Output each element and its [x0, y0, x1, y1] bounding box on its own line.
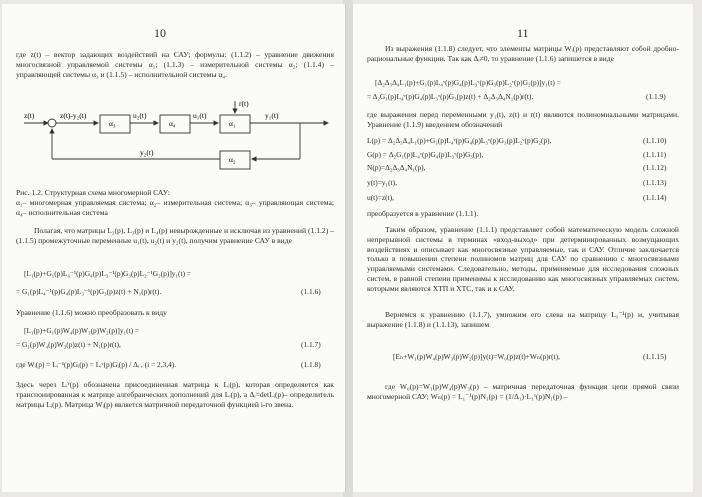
equation-1-line-2: = G₁(p)L₄⁻¹(p)G₄(p)L₃⁻¹(p)G₃(p)z(t) + N₁(p)r(t). [16, 287, 162, 296]
figure-caption-legend: α₁– многомерная управляемая система; α₂– измерительная система; α₃– управляющая система; α₄– исполнительная система [16, 198, 334, 217]
label-u1: u₁(t) [193, 111, 207, 120]
label-a1: α₁ [229, 119, 236, 128]
equation-2-line-1: [L₁(p)+G₁(p)W₄(p)W₃(p)W₂(p)]y₁(t) = [24, 326, 140, 335]
definition-4-number: (1.1.13) [643, 178, 667, 187]
definition-1-number: (1.1.10) [643, 136, 667, 145]
paragraph-2: Уравнение (1.1.6) можно преобразовать к виду [16, 308, 167, 317]
paragraph-6: где W₀(p)=W₁(p)W₄(p)W₃(p) – матричная передаточная функция цепи прямой связи многомерной САУ; Wₙ(p) = L₁⁻¹(p)N₁(p) = (1/Δ₁)·L₁ᵛ(p)N₁(p) – [367, 382, 679, 401]
definition-3-number: (1.1.12) [643, 163, 667, 172]
equation-9-line-2: = Δ₂G₁(p)L₄ᵛ(p)G₄(p)L₃ᵛ(p)G₃(p)z(t) + Δ₂Δ₃Δ₄N₁(p)r(t), [367, 92, 534, 101]
left-page [2, 4, 346, 492]
label-y1: y₁(t) [265, 111, 279, 120]
right-page [353, 4, 693, 492]
label-error: z(t)-y₂(t) [60, 111, 87, 120]
equation-9-line-1: [Δ₂Δ₃Δ₄L₁(p)+G₁(p)L₄ᵛ(p)G₄(p)L₃ᵛ(p)G₃(p)L₂ᵛ(p)G₂(p)]y₁(t) = [375, 78, 561, 87]
intro-paragraph: где z(t) – вектор задающих воздействий на САУ; формулы: (1.1.2) – уравнение движения многосвязной управляемой системы α₁; (1.1.3) – измерительной системы α₂; (1.1.4) – управляющей системы α₃ и (1.1.5) – исполнительной системы α₄. [16, 50, 334, 79]
equation-1-line-1: [L₁(p)+G₁(p)L₄⁻¹(p)G₄(p)L₃⁻¹(p)G₃(p)L₂⁻¹G₂(p)]y₁(t) = [24, 269, 192, 278]
block-diagram [20, 101, 338, 179]
definition-5-number: (1.1.14) [643, 193, 667, 202]
equation-3-number: (1.1.8) [301, 360, 321, 369]
equation-9-number: (1.1.9) [646, 92, 666, 101]
equation-2-number: (1.1.7) [301, 340, 321, 349]
paragraph-2: где выражения перед переменными y₁(t), z(t) и r(t) являются полиномиальными матрицами. Уравнение (1.1.9) введением обозначений [367, 110, 679, 129]
definition-4: y(t)=y₁(t), [367, 178, 397, 187]
label-u2: u₂(t) [133, 111, 147, 120]
definition-2-number: (1.1.11) [643, 150, 667, 159]
label-r: r(t) [239, 101, 249, 108]
label-a4: α₄ [169, 119, 176, 128]
definition-2: G(p) = Δ₂G₁(p)L₄ᵛ(p)G₄(p)L₃ᵛ(p)G₃(p), [367, 150, 484, 159]
paragraph-4: Таким образом, уравнение (1.1.1) представляет собой математическую модель сложной непрерывной системы в терминах «вход-выход» при детерминированных возмущающих воздействиях и описывает как многосвязные управляемые, так и САУ. Отличие заключается только в повышении степени полиномов матриц для САУ по сравнению с многосвязными управляемыми системами. Следовательно, методы, применяемые для исследования сложных систем, в равной степени применимы к исследованию как многосвязных управляемых систем, которыми являются ХТП и ХТС, так и к САУ. [367, 225, 679, 293]
definition-3: N(p)=Δ₂Δ₃Δ₄N₁(p), [367, 163, 426, 172]
paragraph-5: Вернемся к уравнению (1.1.7), умножим его слева на матрицу L₁⁻¹(p) и, учитывая выражение (1.1.8) и (1.1.13), запишем [367, 310, 679, 329]
definition-5: u(t)=z(t), [367, 193, 394, 202]
equation-3: где Wᵢ(p) = Lᵢ⁻¹(p)Gᵢ(p) = Lᵢᵛ(p)Gᵢ(p) / Δᵢ , (i = 2,3,4). [16, 360, 177, 369]
paragraph-1: Из выражения (1.1.8) следует, что элементы матрицы Wᵢ(p) представляют собой дробно-рациональные функции. Так как Δᵢ≠0, то уравнение (1.1.6) запишется в виде [367, 44, 679, 63]
equation-1-number: (1.1.6) [301, 287, 321, 296]
equation-15-number: (1.1.15) [643, 352, 667, 361]
paragraph-3: преобразуется в уравнение (1.1.1). [367, 209, 479, 218]
page-number: 11 [517, 26, 529, 40]
label-z: z(t) [24, 111, 35, 120]
equation-2-line-2: = G₁(p)W₄(p)W₃(p)z(t) + N₁(p)r(t), [16, 340, 121, 349]
page-number: 10 [154, 26, 166, 40]
label-y2: y₂(t) [140, 148, 154, 157]
paragraph-1: Полагая, что матрицы L₂(p), L₃(p) и L₄(p) невырожденные и исключая из уравнений (1.1.2) – (1.1.5) промежуточные переменные u₁(t), u₂(t) и y₂(t), получим уравнение САУ в виде [16, 226, 334, 245]
equation-15: [Eₙ+W₁(p)W₄(p)W₃(p)W₂(p)]y(t)=W₀(p)z(t)+Wₙ(p)r(t), [393, 352, 560, 361]
label-a2: α₂ [229, 155, 236, 164]
label-a3: α₃ [109, 119, 116, 128]
figure-caption-title: Рис. 1.2. Структурная схема многомерной САУ: [16, 188, 170, 197]
paragraph-3: Здесь через Lᵢᵛ(p) обозначена присоединенная матрица к Lᵢ(p), которая определяется как транспонированная к матрице алгебраических дополнений для Lᵢ(p), а Δᵢ=detLᵢ(p)– определитель матрицы Lᵢ(p). Матрица Wᵢ(p) является матричной передаточной функцией i-го звена. [16, 380, 334, 409]
definition-1: L(p) = Δ₂Δ₃Δ₄L₁(p)+G₁(p)L₄ᵛ(p)G₄(p)L₃ᵛ(p)G₃(p)L₂ᵛ(p)G₂(p), [367, 136, 552, 145]
